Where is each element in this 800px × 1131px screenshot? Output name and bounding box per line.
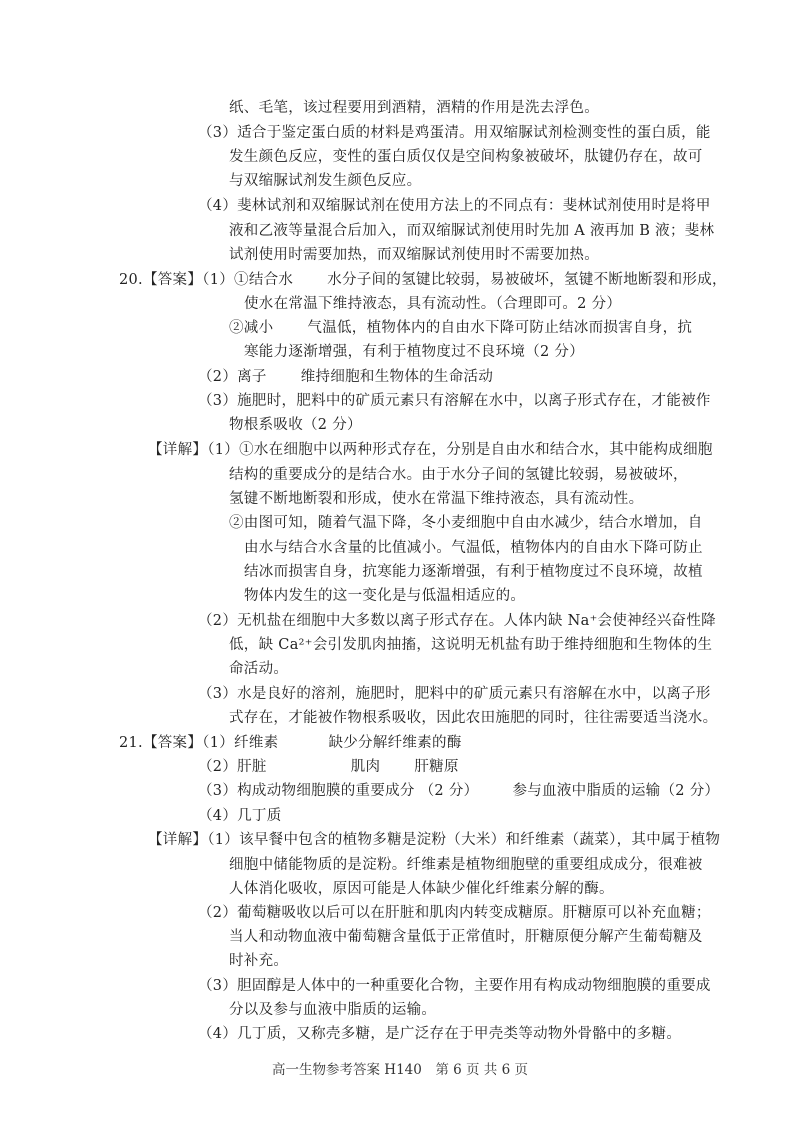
text-line: 命活动。 [229, 661, 289, 677]
text-line: （3）胆固醇是人体中的一种重要化合物，主要作用有构成动物细胞膜的重要成 [198, 978, 711, 994]
text-line: （2）无机盐在细胞中大多数以离子形式存在。人体内缺 Na⁺会使神经兴奋性降 [198, 613, 716, 629]
text-line: （2）葡萄糖吸收以后可以在肝脏和肌肉内转变成糖原。肝糖原可以补充血糖； [198, 905, 711, 921]
question-21-detail-heading: 【详解】（1）该早餐中包含的植物多糖是淀粉（大米）和纤维素（蔬菜），其中属于植物 [148, 832, 721, 848]
text-line: 发生颜色反应，变性的蛋白质仅仅是空间构象被破坏，肽键仍存在，故可 [229, 149, 703, 165]
text-line: （3）构成动物细胞膜的重要成分 （2 分） 参与血液中脂质的运输（2 分） [198, 783, 720, 799]
text-line: 时补充。 [229, 953, 289, 969]
text-line: （4）斐林试剂和双缩脲试剂在使用方法上的不同点有：斐林试剂使用时是将甲 [198, 198, 711, 214]
text-line: 试剂使用时需要加热，而双缩脲试剂使用时不需要加热。 [229, 247, 599, 263]
text-line: （2）肝脏 肌肉 肝糖原 [198, 759, 459, 775]
text-line: ②由图可知，随着气温下降，冬小麦细胞中自由水减少，结合水增加，自 [229, 515, 703, 531]
text-line: （4）几丁质，又称壳多糖，是广泛存在于甲壳类等动物外骨骼中的多糖。 [198, 1026, 682, 1042]
text-line: 结构的重要成分的是结合水。由于水分子间的氢键比较弱，易被破坏， [229, 467, 688, 483]
question-20-answer-heading: 20.【答案】（1）①结合水 水分子间的氢键比较弱，易被破坏，氢键不断地断裂和形成， [119, 272, 727, 288]
text-line: （3）适合于鉴定蛋白质的材料是鸡蛋清。用双缩脲试剂检测变性的蛋白质，能 [198, 125, 711, 141]
text-line: 物体内发生的这一变化是与低温相适应的。 [244, 588, 526, 604]
text-line: （2）离子 维持细胞和生物体的生命活动 [198, 369, 494, 385]
text-line: 由水与结合水含量的比值减小。气温低，植物体内的自由水下降可防止 [244, 540, 703, 556]
text-line: 与双缩脲试剂发生颜色反应。 [229, 173, 422, 189]
question-21-answer-heading: 21.【答案】（1）纤维素 缺少分解纤维素的酶 [119, 735, 462, 751]
text-line: 纸、毛笔，该过程要用到酒精，酒精的作用是洗去浮色。 [229, 100, 599, 116]
text-line: 物根系吸收（2 分） [229, 417, 362, 433]
text-line: （3）施肥时，肥料中的矿质元素只有溶解在水中，以离子形式存在，才能被作 [198, 393, 711, 409]
text-line: 结冰而损害自身，抗寒能力逐渐增强，有利于植物度过不良环境，故植 [244, 564, 703, 580]
text-line: （3）水是良好的溶剂，施肥时，肥料中的矿质元素只有溶解在水中，以离子形 [198, 686, 711, 702]
text-line: 式存在，才能被作物根系吸收，因此农田施肥的同时，往往需要适当浇水。 [229, 710, 718, 726]
text-line: 分以及参与血液中脂质的运输。 [229, 1002, 437, 1018]
text-line: 寒能力逐渐增强，有利于植物度过不良环境（2 分） [244, 344, 585, 360]
text-line: 氢键不断地断裂和形成，使水在常温下维持液态，具有流动性。 [229, 491, 644, 507]
text-line: 低，缺 Ca²⁺会引发肌肉抽搐，这说明无机盐有助于维持细胞和生物体的生 [229, 637, 713, 653]
question-20-detail-heading: 【详解】（1）①水在细胞中以两种形式存在，分别是自由水和结合水，其中能构成细胞 [148, 442, 713, 458]
text-line: 使水在常温下维持液态，具有流动性。（合理即可。2 分） [244, 296, 622, 312]
text-line: 液和乙液等量混合后加入，而双缩脲试剂使用时先加 A 液再加 B 液；斐林 [229, 223, 715, 239]
text-line: 细胞中储能物质的是淀粉。纤维素是植物细胞壁的重要组成成分，很难被 [229, 857, 703, 873]
page-footer: 高一生物参考答案 H140 第 6 页 共 6 页 [272, 1062, 528, 1078]
text-line: 当人和动物血液中葡萄糖含量低于正常值时，肝糖原便分解产生葡萄糖及 [229, 929, 703, 945]
text-line: ②减小 气温低，植物体内的自由水下降可防止结冰而损害自身，抗 [229, 320, 693, 336]
text-line: （4）几丁质 [198, 808, 282, 824]
text-line: 人体消化吸收，原因可能是人体缺少催化纤维素分解的酶。 [229, 881, 614, 897]
